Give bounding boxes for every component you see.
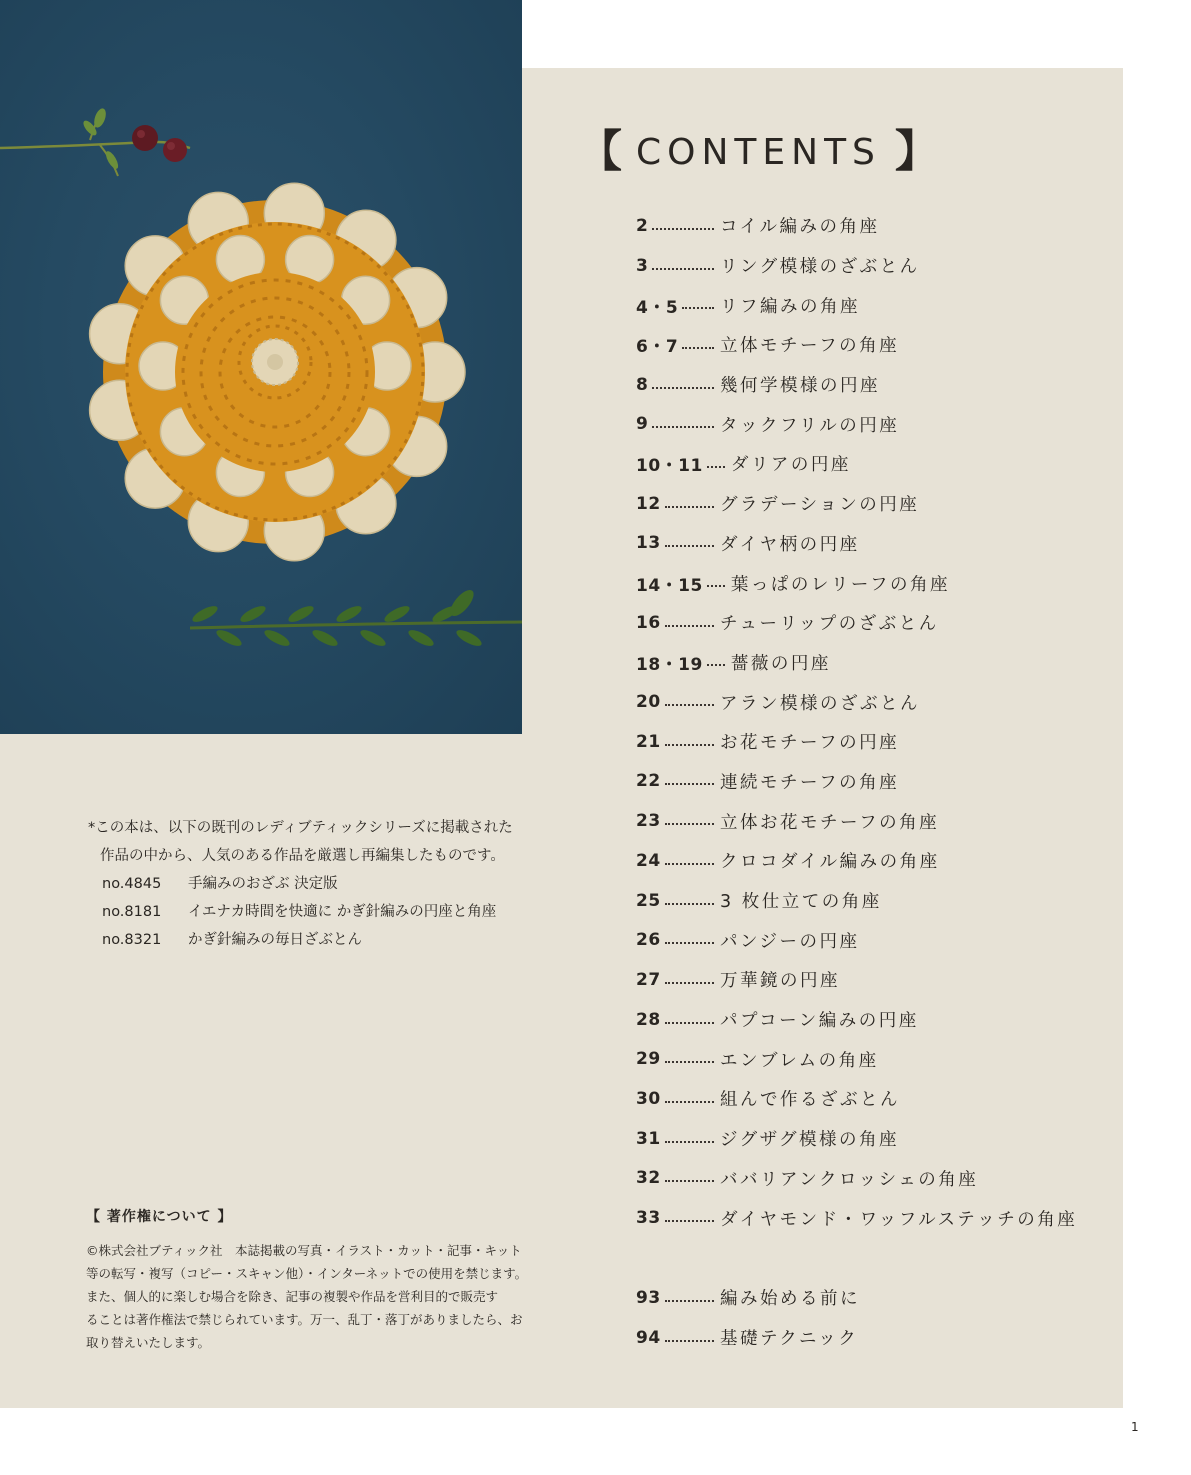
toc-title: ダイヤモンド・ワッフルステッチの角座 [720, 1209, 1078, 1230]
toc-title: コイル編みの角座 [720, 217, 880, 238]
toc-entry [636, 484, 1116, 524]
toc-leader-dots [652, 426, 714, 428]
toc-entry [636, 1039, 1116, 1079]
toc-page-number: 13 [636, 533, 661, 554]
leaf-branch [190, 586, 522, 649]
toc-title: リング模様のざぶとん [720, 257, 920, 278]
toc-title: タックフリルの円座 [720, 415, 900, 436]
crochet-doily-illustration [0, 0, 522, 734]
toc-entry [636, 682, 1116, 722]
toc-title: 幾何学模様の円座 [720, 376, 880, 397]
toc-entry [636, 1318, 1116, 1358]
toc-title: 立体お花モチーフの角座 [720, 812, 940, 833]
toc-title: ババリアンクロッシェの角座 [720, 1169, 979, 1190]
toc-page-number: 27 [636, 969, 661, 990]
toc-entry [636, 325, 1116, 365]
toc-leader-dots [665, 1180, 714, 1182]
toc-page-number: 3 [636, 255, 649, 276]
toc-page-number: 21 [636, 731, 661, 752]
toc-leader-dots [665, 1340, 714, 1342]
toc-title: 編み始める前に [720, 1289, 860, 1310]
toc-entry [636, 365, 1116, 405]
toc-page-number: 30 [636, 1088, 661, 1109]
contents-heading [578, 124, 939, 180]
toc-entry [636, 722, 1116, 762]
copyright-line: また、個人的に楽しむ場合を除き、記事の複製や作品を営利目的で販売す [86, 1289, 499, 1304]
toc-page-number: 18・19 [636, 654, 703, 675]
copyright-notice [86, 1206, 566, 1354]
series-item [88, 898, 568, 926]
toc-leader-dots [665, 1022, 714, 1024]
toc-entry [636, 841, 1116, 881]
toc-leader-dots [652, 268, 714, 270]
toc-entry [636, 285, 1116, 325]
toc-title: チューリップのざぶとん [720, 614, 939, 635]
toc-entry [636, 404, 1116, 444]
toc-page-number: 20 [636, 692, 661, 713]
toc-page-number: 33 [636, 1208, 661, 1229]
toc-leader-dots [665, 903, 714, 905]
series-item [88, 926, 568, 954]
toc-leader-dots [682, 307, 714, 309]
toc-title: ジグザグ模様の角座 [720, 1130, 899, 1151]
toc-leader-dots [707, 664, 725, 666]
toc-title: お花モチーフの円座 [720, 733, 900, 754]
toc-leader-dots [665, 506, 714, 508]
series-list [88, 870, 568, 954]
toc-entry [636, 444, 1116, 484]
cover-photo [0, 0, 522, 734]
toc-entry [636, 960, 1116, 1000]
toc-title: パンジーの円座 [720, 931, 860, 952]
copyright-line: ることは著作権法で禁じられています。万一、乱丁・落丁がありましたら、お [86, 1312, 523, 1327]
toc-entry [636, 1198, 1116, 1238]
toc-entry [636, 524, 1116, 564]
toc-page-number: 12 [636, 493, 661, 514]
toc-page-number: 9 [636, 414, 649, 435]
toc-page-number: 4・5 [636, 297, 679, 318]
series-number: no.4845 [102, 876, 162, 892]
toc-leader-dots [665, 1101, 714, 1103]
toc-entry [636, 1278, 1116, 1318]
toc-page-number: 2 [636, 215, 649, 236]
toc-leader-dots [707, 466, 725, 468]
toc-leader-dots [665, 1141, 714, 1143]
copyright-line: 取り替えいたします。 [86, 1335, 211, 1350]
note-line-1: *この本は、以下の既刊のレディブティックシリーズに掲載された [88, 820, 513, 836]
toc-title: 組んで作るざぶとん [720, 1090, 900, 1111]
toc-title: ダイヤ柄の円座 [720, 534, 860, 555]
toc-page-number: 22 [636, 771, 661, 792]
toc-title: 薔薇の円座 [730, 653, 831, 674]
toc-leader-dots [665, 982, 714, 984]
series-title: 手編みのおざぶ 決定版 [188, 876, 338, 892]
table-of-contents [636, 206, 1116, 1238]
toc-leader-dots [707, 585, 725, 587]
copyright-heading: 【 著作権について 】 [86, 1209, 233, 1225]
toc-entry [636, 1079, 1116, 1119]
heading-close-bracket: 】 [894, 126, 939, 177]
toc-page-number: 28 [636, 1009, 661, 1030]
toc-title: グラデーションの円座 [720, 495, 920, 516]
toc-title: 万華鏡の円座 [720, 971, 840, 992]
toc-leader-dots [665, 545, 714, 547]
note-line-2: 作品の中から、人気のある作品を厳選し再編集したものです。 [100, 848, 505, 864]
toc-page-number: 25 [636, 890, 661, 911]
doily [90, 183, 465, 561]
toc-entry [636, 881, 1116, 921]
toc-entry [636, 643, 1116, 683]
table-of-contents-appendix [636, 1278, 1116, 1357]
contents-title: CONTENTS [636, 131, 881, 173]
heading-open-bracket: 【 [578, 126, 622, 177]
toc-page-number: 24 [636, 850, 661, 871]
toc-entry [636, 920, 1116, 960]
toc-page-number: 10・11 [636, 456, 703, 477]
toc-leader-dots [652, 387, 714, 389]
copyright-line: ©株式会社ブティック社 本誌掲載の写真・イラスト・カット・記事・キット [86, 1243, 522, 1258]
toc-leader-dots [652, 228, 714, 230]
toc-leader-dots [665, 1300, 714, 1302]
toc-page-number: 26 [636, 930, 661, 951]
toc-entry [636, 603, 1116, 643]
toc-leader-dots [665, 823, 714, 825]
toc-page-number: 16 [636, 612, 661, 633]
toc-page-number: 8 [636, 374, 649, 395]
toc-entry [636, 1000, 1116, 1040]
toc-title: 3 枚仕立ての角座 [720, 892, 882, 913]
series-number: no.8181 [102, 904, 162, 920]
toc-entry [636, 246, 1116, 286]
toc-title: 基礎テクニック [720, 1329, 859, 1350]
toc-title: 葉っぱのレリーフの角座 [730, 574, 950, 595]
toc-entry [636, 206, 1116, 246]
toc-leader-dots [665, 625, 714, 627]
toc-leader-dots [665, 1220, 714, 1222]
series-item [88, 870, 568, 898]
toc-leader-dots [665, 744, 714, 746]
toc-leader-dots [665, 863, 714, 865]
series-title: かぎ針編みの毎日ざぶとん [188, 932, 362, 948]
toc-page-number: 94 [636, 1327, 661, 1348]
toc-title: リフ編みの角座 [720, 296, 860, 317]
toc-title: 立体モチーフの角座 [720, 336, 900, 357]
toc-entry [636, 1119, 1116, 1159]
toc-page-number: 32 [636, 1168, 661, 1189]
toc-leader-dots [665, 783, 714, 785]
toc-leader-dots [682, 347, 714, 349]
toc-entry [636, 801, 1116, 841]
toc-page-number: 14・15 [636, 575, 703, 596]
toc-page-number: 29 [636, 1049, 661, 1070]
source-note [88, 814, 568, 954]
toc-leader-dots [665, 942, 714, 944]
series-number: no.8321 [102, 932, 162, 948]
toc-title: パプコーン編みの円座 [720, 1011, 919, 1032]
toc-title: クロコダイル編みの角座 [720, 852, 940, 873]
series-title: イエナカ時間を快適に かぎ針編みの円座と角座 [188, 904, 497, 920]
toc-page-number: 93 [636, 1287, 661, 1308]
copyright-line: 等の転写・複写（コピー・スキャン他）・インターネットでの使用を禁じます。 [86, 1266, 528, 1281]
copyright-text [86, 1239, 566, 1354]
toc-entry [636, 762, 1116, 802]
toc-leader-dots [665, 704, 714, 706]
toc-leader-dots [665, 1061, 714, 1063]
toc-title: ダリアの円座 [730, 455, 851, 476]
toc-page-number: 6・7 [636, 337, 679, 358]
toc-entry [636, 563, 1116, 603]
toc-title: アラン模様のざぶとん [720, 693, 920, 714]
toc-page-number: 31 [636, 1128, 661, 1149]
toc-page-number: 23 [636, 811, 661, 832]
dried-flower-sprig [0, 107, 190, 176]
toc-title: 連続モチーフの角座 [720, 772, 900, 793]
page-number: 1 [1131, 1420, 1139, 1434]
toc-entry [636, 1159, 1116, 1199]
toc-title: エンブレムの角座 [720, 1050, 879, 1071]
